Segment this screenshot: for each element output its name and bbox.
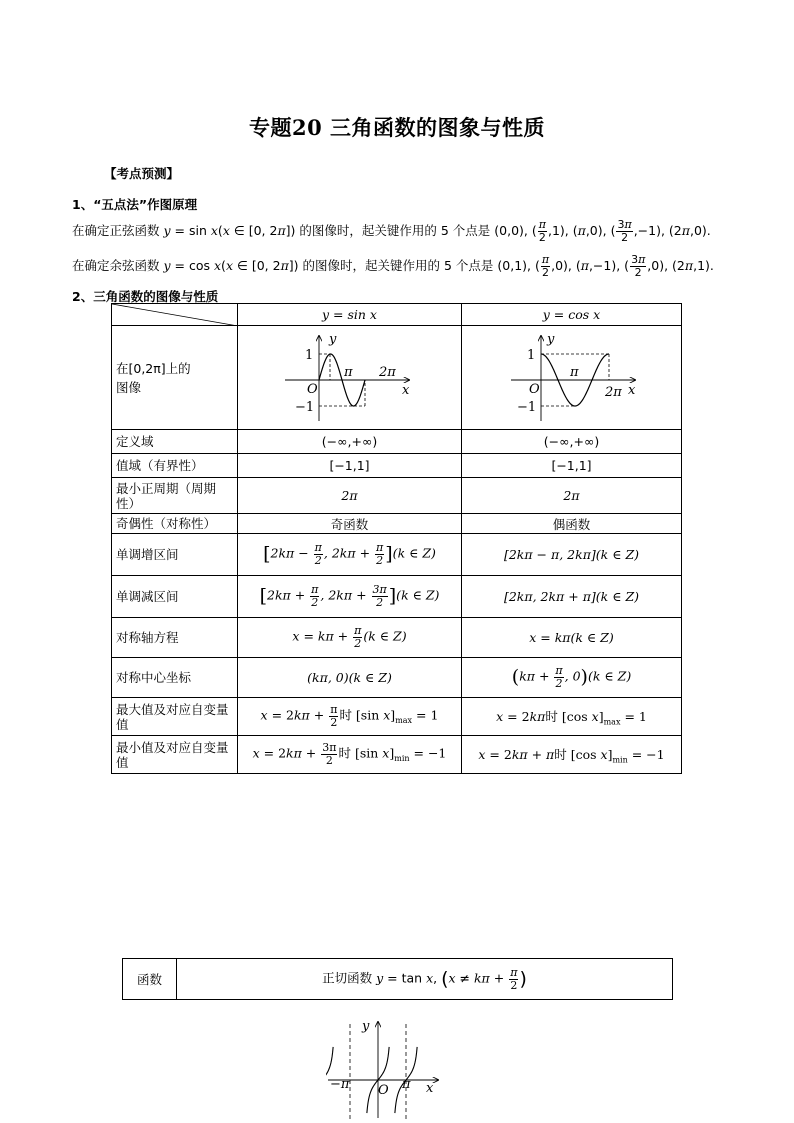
cos-value: (−∞,+∞) xyxy=(462,430,682,454)
table-row xyxy=(112,576,682,618)
row-label: 单调增区间 xyxy=(112,534,238,576)
trig-properties-table xyxy=(111,303,682,774)
origin-label: O xyxy=(378,1083,389,1098)
tick-label-pi: π xyxy=(402,1077,411,1092)
table-heading: 2、三角函数的图像与性质 xyxy=(72,289,219,304)
cos-value: 偶函数 xyxy=(462,514,682,534)
tan-function-table xyxy=(122,958,673,1000)
sin-value: [2kπ − $\frac{\pi}{2}$ , 2kπ + $\frac{\pi}{2}$ ](k ∈ Z) xyxy=(238,534,462,576)
sin-value: 2π xyxy=(238,478,462,514)
table-row xyxy=(112,514,682,534)
five-point-sin-line: 在确定正弦函数 y = sin x(x ∈ [0, 2π]) 的图像时，起关键作用的 5 个点是 (0,0), ( $\frac{\pi}{2}$ ,1), (π,0), ( $\frac{3\pi}{2}$ ,−1), (2π,0). xyxy=(72,218,711,244)
x-axis-label: x xyxy=(426,1081,434,1096)
sin-value: (kπ, 0)(k ∈ Z) xyxy=(238,658,462,698)
sin-graph xyxy=(239,326,461,426)
tick-label-neg-one: −1 xyxy=(294,400,314,415)
row-label: 对称轴方程 xyxy=(112,618,238,658)
sin-value: [−1,1] xyxy=(238,454,462,478)
sin-graph-cell xyxy=(238,326,462,430)
tick-label-one: 1 xyxy=(526,348,535,363)
y-axis-label: y xyxy=(362,1019,370,1034)
sin-value: x = kπ + $\frac{\pi}{2}$ (k ∈ Z) xyxy=(238,618,462,658)
cos-value: [−1,1] xyxy=(462,454,682,478)
table-row xyxy=(112,454,682,478)
row-label: 定义域 xyxy=(112,430,238,454)
col-sin-header: y = sin x xyxy=(238,304,462,326)
five-point-heading: 1、“五点法”作图原理 xyxy=(72,197,198,212)
cos-value: (kπ + $\frac{\pi}{2}$ , 0)(k ∈ Z) xyxy=(462,658,682,698)
tick-label-two-pi: 2π xyxy=(604,385,622,400)
table-row xyxy=(112,326,682,430)
row-label: 对称中心坐标 xyxy=(112,658,238,698)
table-row xyxy=(112,736,682,774)
tick-label-neg-pi: −π xyxy=(330,1077,350,1092)
row-label: 最小正周期（周期性） xyxy=(112,478,238,514)
sin-value: (−∞,+∞) xyxy=(238,430,462,454)
origin-label: O xyxy=(528,382,540,397)
y-axis-label: y xyxy=(546,332,554,347)
tick-label-one: 1 xyxy=(304,348,313,363)
graph-row-label: 在[0,2π]上的图像 xyxy=(116,360,191,395)
cos-graph-cell xyxy=(462,326,682,430)
tan-label-cell: 函数 xyxy=(123,959,177,1000)
x-axis-label: x xyxy=(627,383,635,398)
tick-label-two-pi: 2π xyxy=(378,365,396,380)
col-cos-header: y = cos x xyxy=(462,304,682,326)
cos-value: 2π xyxy=(462,478,682,514)
table-row xyxy=(112,430,682,454)
cos-value: x = kπ(k ∈ Z) xyxy=(462,618,682,658)
x-axis-label: x xyxy=(401,383,409,398)
page-title: 专题20 三角函数的图象与性质 xyxy=(248,115,546,140)
row-label xyxy=(112,326,238,430)
cos-graph xyxy=(463,326,681,426)
table-row xyxy=(112,698,682,736)
tan-content-cell: 正切函数 y = tan x, (x ≠ kπ + $\frac{\pi}{2}$ ) xyxy=(177,959,673,1000)
row-label: 奇偶性（对称性） xyxy=(112,514,238,534)
cos-value: x = 2kπ + π时 [cos $x]_{min} = -1$ xyxy=(462,736,682,774)
tick-label-pi: π xyxy=(343,365,353,380)
tick-label-pi: π xyxy=(569,365,579,380)
diagonal-header-cell xyxy=(112,304,238,326)
origin-label: O xyxy=(306,382,318,397)
y-axis-label: y xyxy=(328,332,336,347)
row-label: 单调减区间 xyxy=(112,576,238,618)
sin-value: [2kπ + $\frac{\pi}{2}$ , 2kπ + $\frac{3\pi}{2}$ ](k ∈ Z) xyxy=(238,576,462,618)
table-header-row xyxy=(112,304,682,326)
table-row xyxy=(112,534,682,576)
five-point-cos-line: 在确定余弦函数 y = cos x(x ∈ [0, 2π]) 的图像时，起关键作用的 5 个点是 (0,1), ( $\frac{\pi}{2}$ ,0), (π,−1), ( $\frac{3\pi}{2}$ ,0), (2π,1). xyxy=(72,253,714,279)
cos-value: [2kπ − π, 2kπ](k ∈ Z) xyxy=(462,534,682,576)
sin-value: x = 2kπ + $\frac{3\pi}{2}$ 时 [sin $x]_{min} = -1$ xyxy=(238,736,462,774)
section-label: 【考点预测】 xyxy=(104,166,180,181)
cos-value: [2kπ, 2kπ + π](k ∈ Z) xyxy=(462,576,682,618)
table-row xyxy=(112,618,682,658)
row-label: 最小值及对应自变量值 xyxy=(112,736,238,774)
row-label: 最大值及对应自变量值 xyxy=(112,698,238,736)
table-row xyxy=(112,478,682,514)
table-row xyxy=(112,658,682,698)
diagonal-line xyxy=(112,304,238,326)
sin-value: 奇函数 xyxy=(238,514,462,534)
tan-graph xyxy=(326,1016,446,1120)
tick-label-neg-one: −1 xyxy=(516,400,536,415)
sin-value: x = 2kπ + $\frac{\pi}{2}$ 时 [sin $x]_{max} = 1$ xyxy=(238,698,462,736)
cos-value: x = 2kπ时 [cos $x]_{max} = 1$ xyxy=(462,698,682,736)
row-label: 值域（有界性） xyxy=(112,454,238,478)
